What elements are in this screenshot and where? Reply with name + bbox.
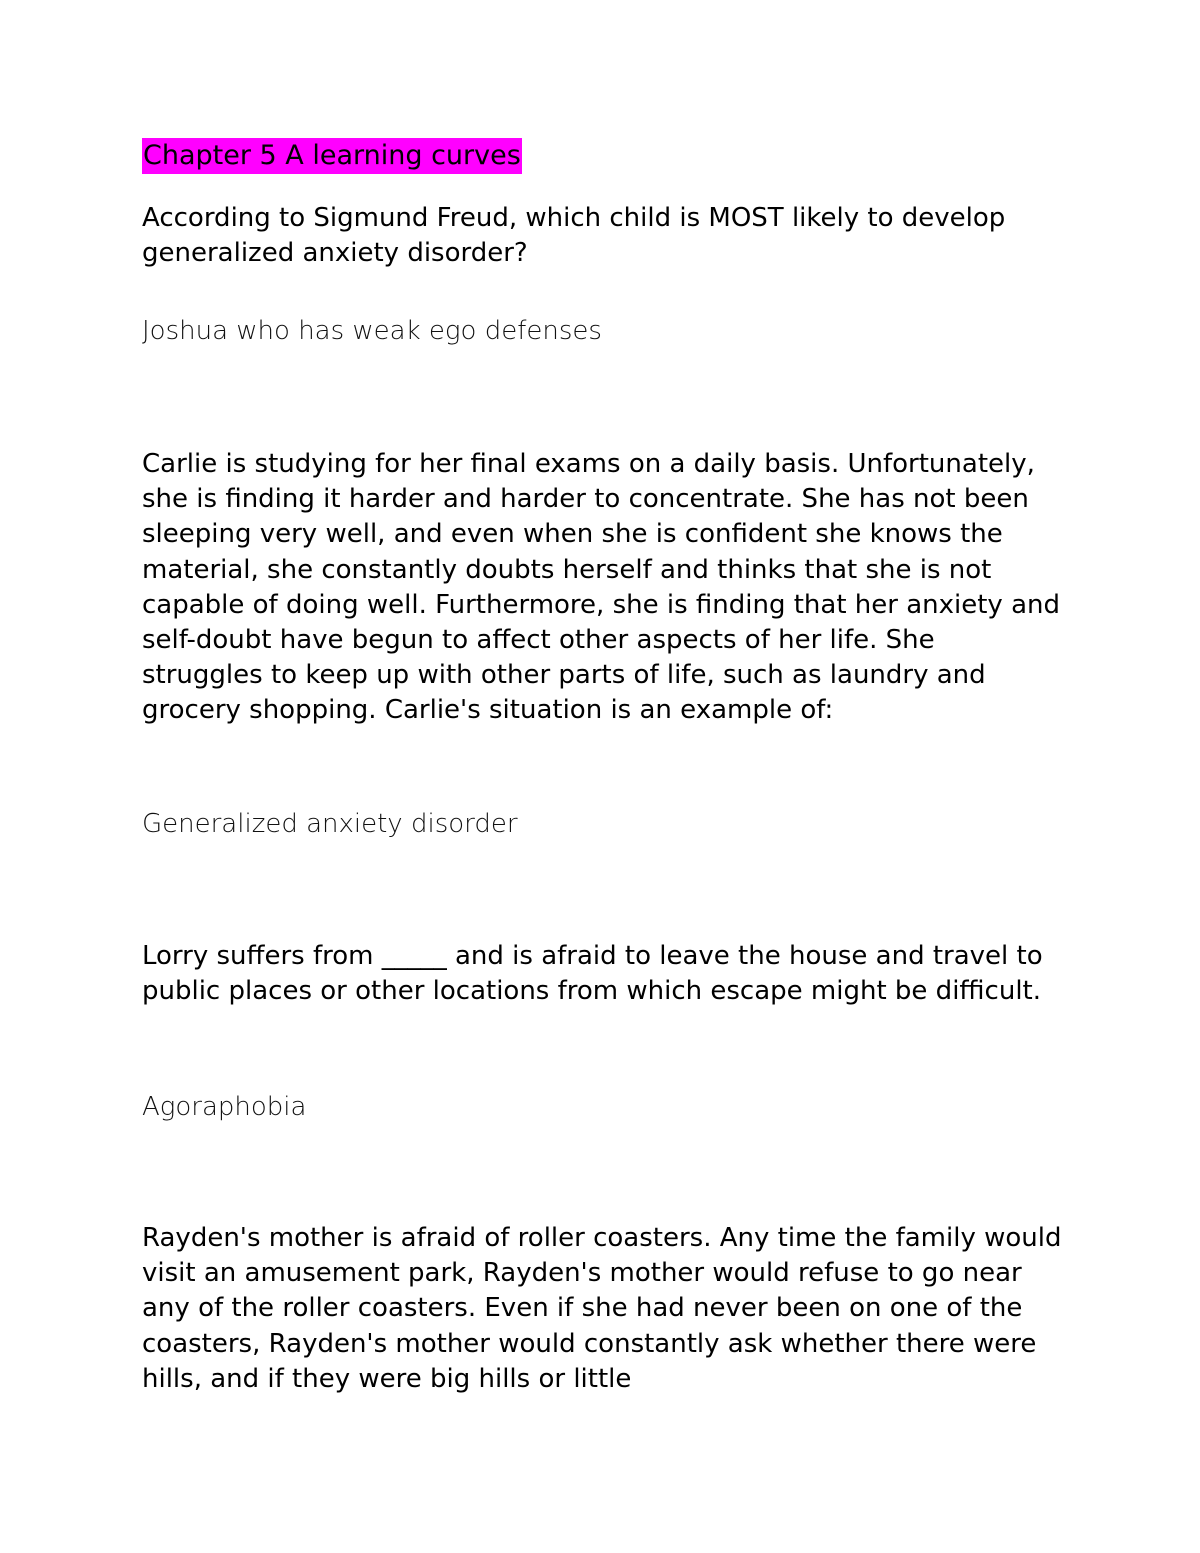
answer-3: Agoraphobia: [142, 1092, 307, 1122]
question-2: Carlie is studying for her final exams on a daily basis. Unfortunately, she is finding it harder and harder to concentrate. She has not been sleeping very well, and even when she is confident she knows the material, she constantly doubts herself and thinks that she is not capable of doing well. Furthermore, she is finding that her anxiety and self-doubt have begun to affect other aspects of her life. She struggles to keep up with other parts of life, such as laundry and grocery shopping. Carlie's situation is an example of:: [142, 449, 1060, 726]
question-3: Lorry suffers from _____ and is afraid to leave the house and travel to public places or other locations from which escape might be difficult.: [142, 941, 1043, 1007]
question-4: Rayden's mother is afraid of roller coasters. Any time the family would visit an amusement park, Rayden's mother would refuse to go near any of the roller coasters. Even if she had never been on one of the coasters, Rayden's mother would constantly ask whether there were hills, and if they were big hills or little: [142, 1223, 1062, 1394]
answer-2: Generalized anxiety disorder: [142, 809, 518, 839]
question-1: According to Sigmund Freud, which child is MOST likely to develop generalized anxiety disorder?: [142, 203, 1006, 269]
chapter-heading: Chapter 5 A learning curves: [142, 138, 522, 174]
answer-1: Joshua who has weak ego defenses: [142, 316, 602, 346]
